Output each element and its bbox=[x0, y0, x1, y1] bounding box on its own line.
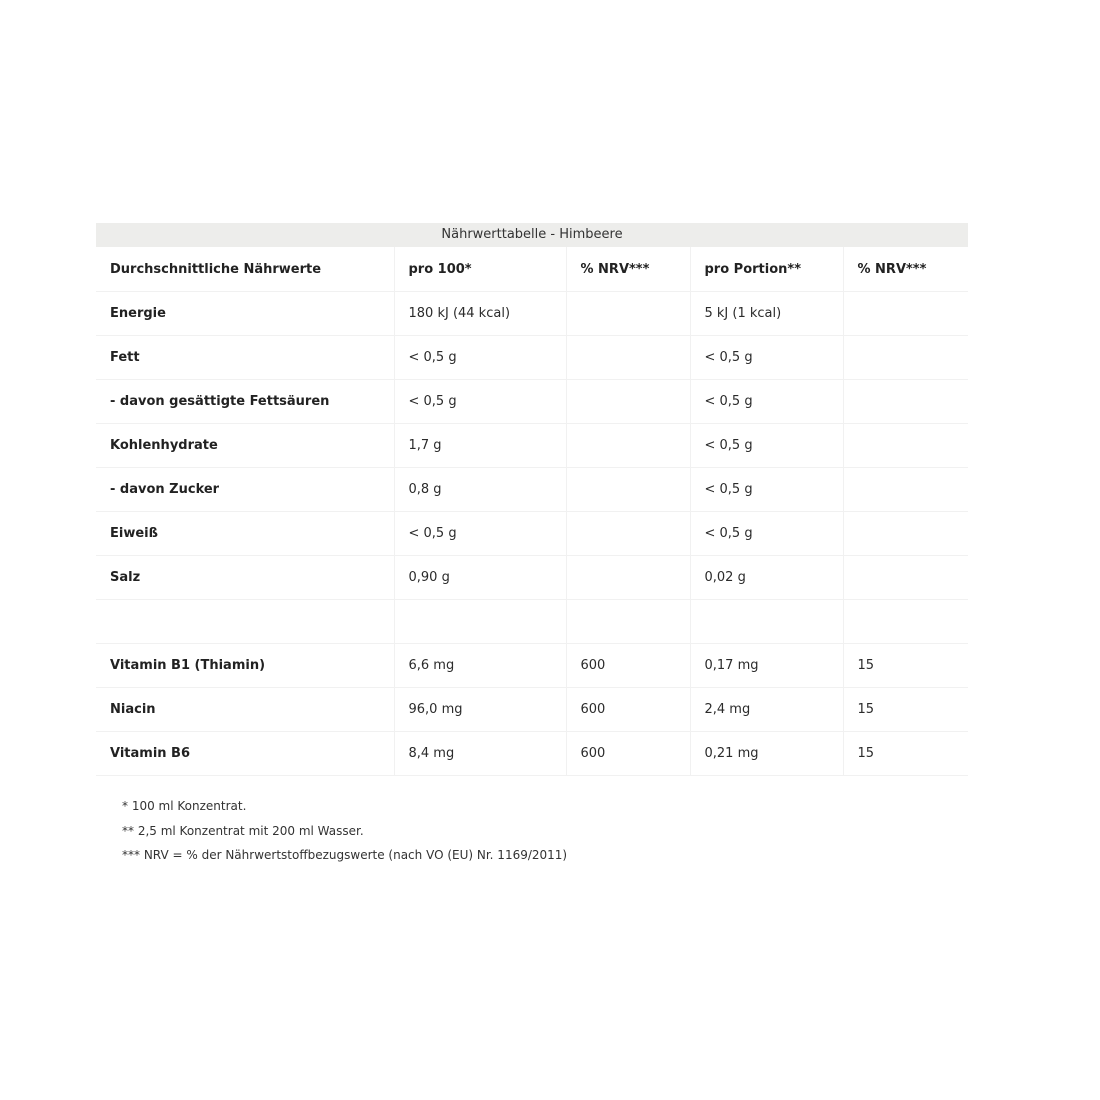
nrv-per-portion bbox=[843, 600, 968, 644]
table-row bbox=[96, 468, 968, 512]
table-title: Nährwerttabelle - Himbeere bbox=[96, 223, 968, 247]
value-per-100: 6,6 mg bbox=[394, 644, 566, 688]
value-per-100: < 0,5 g bbox=[394, 336, 566, 380]
value-per-100: 96,0 mg bbox=[394, 688, 566, 732]
nutrient-name: Fett bbox=[96, 336, 394, 380]
nrv-per-100: 600 bbox=[566, 732, 690, 776]
value-per-100: < 0,5 g bbox=[394, 380, 566, 424]
nrv-per-100 bbox=[566, 336, 690, 380]
nrv-per-100 bbox=[566, 600, 690, 644]
value-per-portion: < 0,5 g bbox=[690, 512, 843, 556]
nrv-per-portion bbox=[843, 512, 968, 556]
value-per-100: 180 kJ (44 kcal) bbox=[394, 292, 566, 336]
table-row bbox=[96, 292, 968, 336]
nutrient-name: Kohlenhydrate bbox=[96, 424, 394, 468]
value-per-portion: < 0,5 g bbox=[690, 424, 843, 468]
value-per-portion: 0,21 mg bbox=[690, 732, 843, 776]
nrv-per-portion: 15 bbox=[843, 644, 968, 688]
value-per-portion: < 0,5 g bbox=[690, 380, 843, 424]
value-per-portion: < 0,5 g bbox=[690, 468, 843, 512]
nutrient-name: Niacin bbox=[96, 688, 394, 732]
nutrient-name: Energie bbox=[96, 292, 394, 336]
table-row bbox=[96, 732, 968, 776]
value-per-100: 8,4 mg bbox=[394, 732, 566, 776]
value-per-100 bbox=[394, 600, 566, 644]
table-row bbox=[96, 512, 968, 556]
nrv-per-100: 600 bbox=[566, 688, 690, 732]
nutrition-table-container bbox=[96, 223, 968, 776]
header-per-100: pro 100* bbox=[394, 247, 566, 292]
nrv-per-portion bbox=[843, 380, 968, 424]
value-per-portion: 2,4 mg bbox=[690, 688, 843, 732]
nrv-per-portion bbox=[843, 468, 968, 512]
nrv-per-100 bbox=[566, 468, 690, 512]
nrv-per-100: 600 bbox=[566, 644, 690, 688]
nrv-per-100 bbox=[566, 512, 690, 556]
table-header-row bbox=[96, 247, 968, 292]
footnote-2: ** 2,5 ml Konzentrat mit 200 ml Wasser. bbox=[122, 823, 364, 838]
value-per-portion: 5 kJ (1 kcal) bbox=[690, 292, 843, 336]
value-per-portion: 0,02 g bbox=[690, 556, 843, 600]
nrv-per-portion bbox=[843, 292, 968, 336]
nrv-per-portion bbox=[843, 424, 968, 468]
value-per-100: 1,7 g bbox=[394, 424, 566, 468]
table-row bbox=[96, 336, 968, 380]
nutrient-name: - davon Zucker bbox=[96, 468, 394, 512]
value-per-100: 0,90 g bbox=[394, 556, 566, 600]
nrv-per-100 bbox=[566, 380, 690, 424]
header-nrv-portion: % NRV*** bbox=[843, 247, 968, 292]
nutrient-name: Eiweiß bbox=[96, 512, 394, 556]
header-nrv-100: % NRV*** bbox=[566, 247, 690, 292]
nrv-per-100 bbox=[566, 292, 690, 336]
nutrient-name: Vitamin B6 bbox=[96, 732, 394, 776]
table-row bbox=[96, 644, 968, 688]
nutrient-name bbox=[96, 600, 394, 644]
nrv-per-portion bbox=[843, 336, 968, 380]
table-row bbox=[96, 424, 968, 468]
nutrient-name: Salz bbox=[96, 556, 394, 600]
value-per-portion: < 0,5 g bbox=[690, 336, 843, 380]
table-row-spacer bbox=[96, 600, 968, 644]
nrv-per-portion: 15 bbox=[843, 688, 968, 732]
header-nutrient: Durchschnittliche Nährwerte bbox=[96, 247, 394, 292]
nutrition-table bbox=[96, 247, 968, 776]
table-row bbox=[96, 556, 968, 600]
nrv-per-portion: 15 bbox=[843, 732, 968, 776]
footnote-3: *** NRV = % der Nährwertstoffbezugswerte (nach VO (EU) Nr. 1169/2011) bbox=[122, 848, 568, 862]
footnotes bbox=[122, 794, 567, 868]
table-row bbox=[96, 380, 968, 424]
value-per-100: < 0,5 g bbox=[394, 512, 566, 556]
nrv-per-100 bbox=[566, 556, 690, 600]
header-per-portion: pro Portion** bbox=[690, 247, 843, 292]
value-per-portion: 0,17 mg bbox=[690, 644, 843, 688]
table-row bbox=[96, 688, 968, 732]
nutrient-name: - davon gesättigte Fettsäuren bbox=[96, 380, 394, 424]
footnote-1: * 100 ml Konzentrat. bbox=[122, 799, 247, 813]
value-per-portion bbox=[690, 600, 843, 644]
nutrient-name: Vitamin B1 (Thiamin) bbox=[96, 644, 394, 688]
value-per-100: 0,8 g bbox=[394, 468, 566, 512]
nrv-per-portion bbox=[843, 556, 968, 600]
nrv-per-100 bbox=[566, 424, 690, 468]
